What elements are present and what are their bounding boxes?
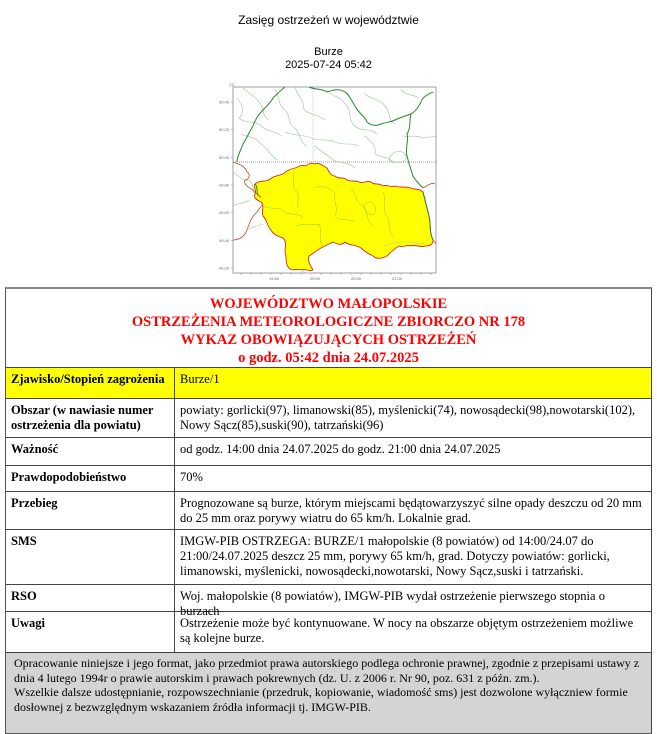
header-list-title: WYKAZ OBOWIĄZUJĄCYCH OSTRZEŻEŃ	[180, 332, 477, 348]
table-row-probability	[6, 466, 651, 492]
header-voivodeship: WOJEWÓDZTWO MAŁOPOLSKIE	[209, 296, 448, 312]
area-value: powiaty: gorlicki(97), limanowski(85), myślenicki(74), nowosądecki(98),nowotarski(102), Nowy Sącz(85),suski(90), tatrzański(96)	[180, 403, 636, 432]
probability-label: Prawdopodobieństwo	[6, 466, 175, 491]
table-row-area	[6, 399, 651, 438]
sms-value: IMGW-PIB OSTRZEGA: BURZE/1 małopolskie (8 powiatów) od 14:00/24.07 do 21:00/24.07.2025 deszcz 25 mm, porywy 65 km/h, grad. Dotyczy powiatów: gorlicki, limanowski, myślenicki, nowosądecki,nowotarski, Nowy Sącz,suski i tatrzański.	[180, 534, 610, 578]
course-value: Prognozowane są burze, którym miejscami będątowarzyszyć silne opady deszczu od 20 mm do 25 mm oraz porywy wiatru do 65 km/h. Lokalnie grad.	[180, 496, 642, 525]
warning-map	[215, 76, 445, 286]
table-row-sms	[6, 530, 651, 585]
warning-map-svg	[215, 76, 445, 286]
table-row-course	[6, 492, 651, 530]
table-row-validity	[6, 438, 651, 466]
map-phenomenon: Burze	[314, 46, 343, 58]
header-issue-time: o godz. 05:42 dnia 24.07.2025	[238, 350, 419, 366]
map-datetime: 2025-07-24 05:42	[285, 59, 372, 71]
warning-header	[6, 289, 651, 368]
sms-label: SMS	[6, 530, 175, 584]
validity-value: od godz. 14:00 dnia 24.07.2025 do godz. 21:00 dnia 24.07.2025	[180, 442, 501, 456]
header-bulletin-number: OSTRZEŻENIA METEOROLOGICZNE ZBIORCZO NR 178	[131, 314, 526, 330]
usage-terms-paragraph: Wszelkie dalsze udostępnianie, rozpowszechnianie (przedruk, kopiowanie, wiadomość sms) jest dozwolone wyłączniew formie dosłownej z bezwzględnym wskazaniem źródła informacji tj. IMGW-PIB.	[14, 685, 628, 714]
y-tick-label: 49.60	[219, 210, 230, 216]
copyright-notice	[6, 653, 651, 733]
phenomenon-value: Burze/1	[180, 372, 220, 386]
table-row-remarks	[6, 612, 651, 653]
copyright-paragraph: Opracowanie niniejsze i jego format, jako przedmiot prawa autorskiego podlega ochronie prawnej, zgodnie z przepisami ustawy z dnia 4 lutego 1994r o prawie autorskim i prawach pokrewnych (dz. U. z 2006 r. Nr 90, poz. 631 z późn. zm.).	[14, 656, 640, 685]
y-tick-label: 49.40	[219, 237, 230, 243]
x-tick-label: 19.50	[269, 276, 280, 281]
y-tick-label: 49.80	[219, 182, 230, 188]
probability-value: 70%	[180, 470, 203, 484]
rso-label: RSO	[6, 585, 175, 611]
remarks-value: Ostrzeżenie może być kontynuowane. W nocy na obszarze objętym ostrzeżeniem możliwe są kolejne burze.	[180, 616, 634, 645]
map-title: Zasięg ostrzeżeń w województwie	[238, 13, 419, 27]
remarks-label: Uwagi	[6, 612, 175, 652]
area-label: Obszar (w nawiasie numer ostrzeżenia dla powiatu)	[6, 399, 175, 437]
warning-table	[5, 287, 652, 734]
table-row-phenomenon	[6, 368, 651, 399]
y-tick-label: 50.00	[219, 154, 230, 160]
x-axis-ticks	[241, 273, 431, 281]
y-tick-label: 50.40	[219, 99, 230, 105]
validity-label: Ważność	[6, 438, 175, 465]
table-row-rso	[6, 585, 651, 618]
map-corner-label: C2	[229, 82, 235, 87]
course-label: Przebieg	[6, 492, 175, 529]
x-tick-label: 20.50	[351, 276, 362, 281]
rso-value: Woj. małopolskie (8 powiatów), IMGW-PIB wydał ostrzeżenie pierwszego stopnia o burzach	[180, 589, 605, 618]
x-tick-label: 20.00	[310, 276, 321, 281]
y-tick-label: 50.20	[219, 127, 230, 133]
x-tick-label: 21.00	[392, 276, 403, 281]
y-tick-label: 49.20	[219, 265, 230, 271]
phenomenon-label: Zjawisko/Stopień zagrożenia	[6, 368, 175, 398]
y-axis-ticks	[219, 100, 233, 271]
